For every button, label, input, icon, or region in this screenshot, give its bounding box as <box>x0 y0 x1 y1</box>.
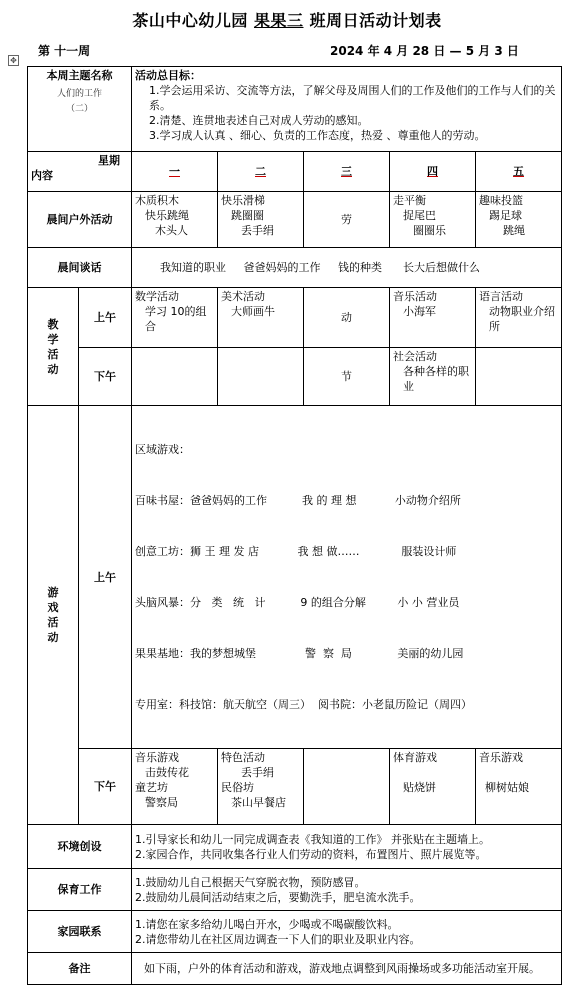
outdoor-tue: 快乐滑梯 跳圈圈 丢手绢 <box>218 192 304 248</box>
teach-pm-wed: 节 <box>304 348 390 406</box>
morning-talk-row <box>28 248 562 288</box>
teach-pm-thu: 社会活动 各种各样的职业 <box>390 348 476 406</box>
goal-3: 3.学习成人认真 、细心、负责的工作态度，热爱 、尊重他人的劳动。 <box>149 129 486 142</box>
morning-outdoor-row <box>28 192 562 248</box>
outdoor-thu: 走平衡 捉尾巴 圈圈乐 <box>390 192 476 248</box>
weekday-content-cell <box>28 152 132 192</box>
home-line-1: 1.请您在家多给幼儿喝白开水，少喝或不喝碳酸饮料。 <box>135 917 399 931</box>
home-cell <box>132 911 562 953</box>
goals-cell <box>132 67 562 152</box>
teach-am-tue: 美术活动 大师画牛 <box>218 288 304 348</box>
games-pm-mon: 音乐游戏 击鼓传花 童艺坊 警察局 <box>132 749 218 825</box>
environment-label: 环境创设 <box>28 825 132 869</box>
morning-talk-label: 晨间谈话 <box>28 248 132 288</box>
teaching-am-row <box>28 288 562 348</box>
care-row <box>28 869 562 911</box>
day-3: 三 <box>304 152 390 192</box>
day-2: 二 <box>218 152 304 192</box>
games-pm-row <box>28 749 562 825</box>
games-pm-tue: 特色活动 丢手绢 民俗坊 茶山早餐店 <box>218 749 304 825</box>
plan-table <box>27 66 562 985</box>
environment-line-2: 2.家园合作，共同收集各行业人们劳动的资料，布置图片、照片展览等。 <box>135 847 487 861</box>
area-title: 区域游戏： <box>135 443 190 456</box>
morning-talk-text: 我知道的职业 爸爸妈妈的工作 钱的种类 长大后想做什么 <box>132 248 562 288</box>
weekday-label: 星期 <box>98 154 120 167</box>
games-pm-thu: 体育游戏 贴烧饼 <box>390 749 476 825</box>
games-am-row <box>28 406 562 749</box>
note-text: 如下雨，户外的体育活动和游戏，游戏地点调整到风雨操场或多功能活动室开展。 <box>132 953 562 985</box>
environment-line-1: 1.引导家长和幼儿一同完成调查表《我知道的工作》 并张贴在主题墙上。 <box>135 832 490 846</box>
content-label: 内容 <box>31 169 53 182</box>
note-label: 备注 <box>28 953 132 985</box>
goal-title: 活动总目标： <box>135 69 201 82</box>
games-pm-fri: 音乐游戏 柳树姑娘 <box>476 749 562 825</box>
day-4: 四 <box>390 152 476 192</box>
home-row <box>28 911 562 953</box>
area-line-1: 百味书屋：爸爸妈妈的工作 我 的 理 想 小动物介绍所 <box>135 494 461 507</box>
care-label: 保育工作 <box>28 869 132 911</box>
note-row <box>28 953 562 985</box>
teaching-pm-row <box>28 348 562 406</box>
teach-pm-tue <box>218 348 304 406</box>
games-pm-label: 下午 <box>79 749 132 825</box>
care-cell <box>132 869 562 911</box>
teach-am-mon: 数学活动 学习 10的组合 <box>132 288 218 348</box>
teach-pm-fri <box>476 348 562 406</box>
teaching-pm-label: 下午 <box>79 348 132 406</box>
teaching-am-label: 上午 <box>79 288 132 348</box>
area-line-3: 头脑风暴：分 类 统 计 9 的组合分解 小 小 营业员 <box>135 596 460 609</box>
theme-part: （二） <box>65 104 93 114</box>
title-class: 果果三 <box>253 11 304 30</box>
goal-2: 2.清楚、连贯地表述自己对成人劳动的感知。 <box>149 114 369 127</box>
page-title <box>0 8 574 31</box>
title-suffix: 班周日活动计划表 <box>303 11 442 30</box>
day-header-row <box>28 152 562 192</box>
games-pm-wed <box>304 749 390 825</box>
date-range: 2024 年 4 月 28 日 — 5 月 3 日 <box>330 44 519 58</box>
games-am-label: 上午 <box>79 406 132 749</box>
theme-name: 人们的工作 <box>56 89 102 99</box>
environment-row <box>28 825 562 869</box>
area-line-2: 创意工坊：狮 王 理 发 店 我 想 做…… 服装设计师 <box>135 545 457 558</box>
area-line-4: 果果基地：我的梦想城堡 警 察 局 美丽的幼儿园 <box>135 647 464 660</box>
outdoor-fri: 趣味投篮 踢足球 跳绳 <box>476 192 562 248</box>
outdoor-wed: 劳 <box>304 192 390 248</box>
theme-cell <box>28 67 132 152</box>
teaching-label: 教 学 活 动 <box>28 288 79 406</box>
day-1: 一 <box>132 152 218 192</box>
table-anchor-icon[interactable]: ✥ <box>8 55 19 66</box>
morning-outdoor-label: 晨间户外活动 <box>28 192 132 248</box>
theme-row <box>28 67 562 152</box>
games-label: 游 戏 活 动 <box>28 406 79 825</box>
teach-am-wed: 动 <box>304 288 390 348</box>
home-line-2: 2.请您带幼儿在社区周边调查一下人们的职业及职业内容。 <box>135 932 421 946</box>
goal-1: 1.学会运用采访、交流等方法，了解父母及周围人们的工作及他们的工作与人们的关系。 <box>149 84 556 112</box>
week-label: 第 十一周 <box>38 44 91 58</box>
teach-am-fri: 语言活动 动物职业介绍所 <box>476 288 562 348</box>
outdoor-mon: 木质积木 快乐跳绳 木头人 <box>132 192 218 248</box>
theme-label: 本周主题名称 <box>46 69 113 82</box>
teach-am-thu: 音乐活动 小海军 <box>390 288 476 348</box>
home-label: 家园联系 <box>28 911 132 953</box>
environment-cell <box>132 825 562 869</box>
teach-pm-mon <box>132 348 218 406</box>
day-5: 五 <box>476 152 562 192</box>
area-line-5: 专用室：科技馆：航天航空（周三） 阅书院：小老鼠历险记（周四） <box>135 698 472 711</box>
care-line-2: 2.鼓励幼儿晨间活动结束之后，要勤洗手，肥皂流水洗手。 <box>135 890 421 904</box>
title-prefix: 茶山中心幼儿园 <box>132 11 254 30</box>
care-line-1: 1.鼓励幼儿自己根据天气穿脱衣物，预防感冒。 <box>135 875 366 889</box>
area-games-cell <box>132 406 562 749</box>
